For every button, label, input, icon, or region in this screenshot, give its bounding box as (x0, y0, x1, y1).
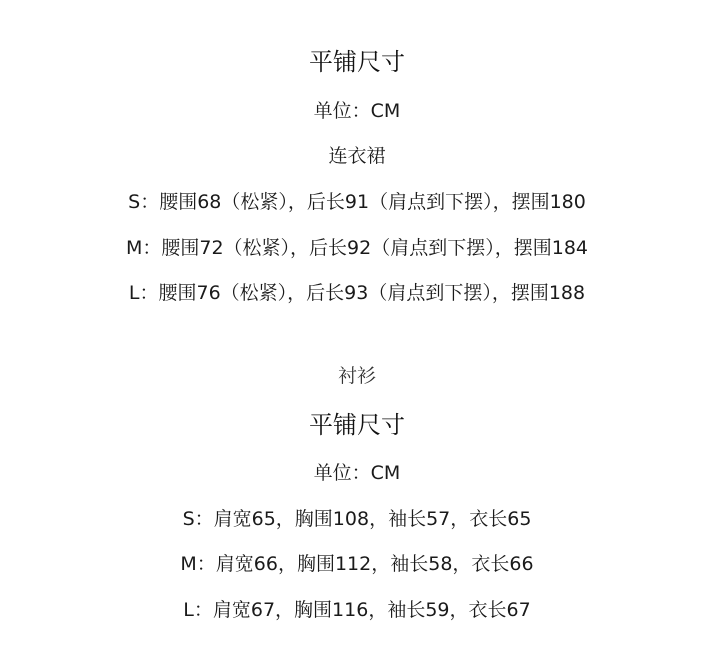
shirt-title: 平铺尺寸 (309, 411, 405, 439)
shirt-unit: 单位：CM (313, 462, 401, 484)
dress-size-s: S：腰围68（松紧），后长91（肩点到下摆），摆围180 (128, 191, 586, 213)
shirt-size-l: L：肩宽67，胸围116，袖长59，衣长67 (183, 599, 531, 621)
dress-title: 平铺尺寸 (309, 48, 405, 76)
shirt-size-m: M：肩宽66，胸围112，袖长58，衣长66 (180, 553, 534, 575)
dress-unit: 单位：CM (313, 100, 401, 122)
dress-size-l: L：腰围76（松紧），后长93（肩点到下摆），摆围188 (128, 282, 586, 304)
dress-size-m: M：腰围72（松紧），后长92（肩点到下摆），摆围184 (125, 237, 588, 259)
shirt-name: 衬衫 (337, 365, 376, 387)
dress-name: 连衣裙 (328, 145, 386, 167)
shirt-size-s: S：肩宽65，胸围108，袖长57，衣长65 (182, 508, 532, 530)
